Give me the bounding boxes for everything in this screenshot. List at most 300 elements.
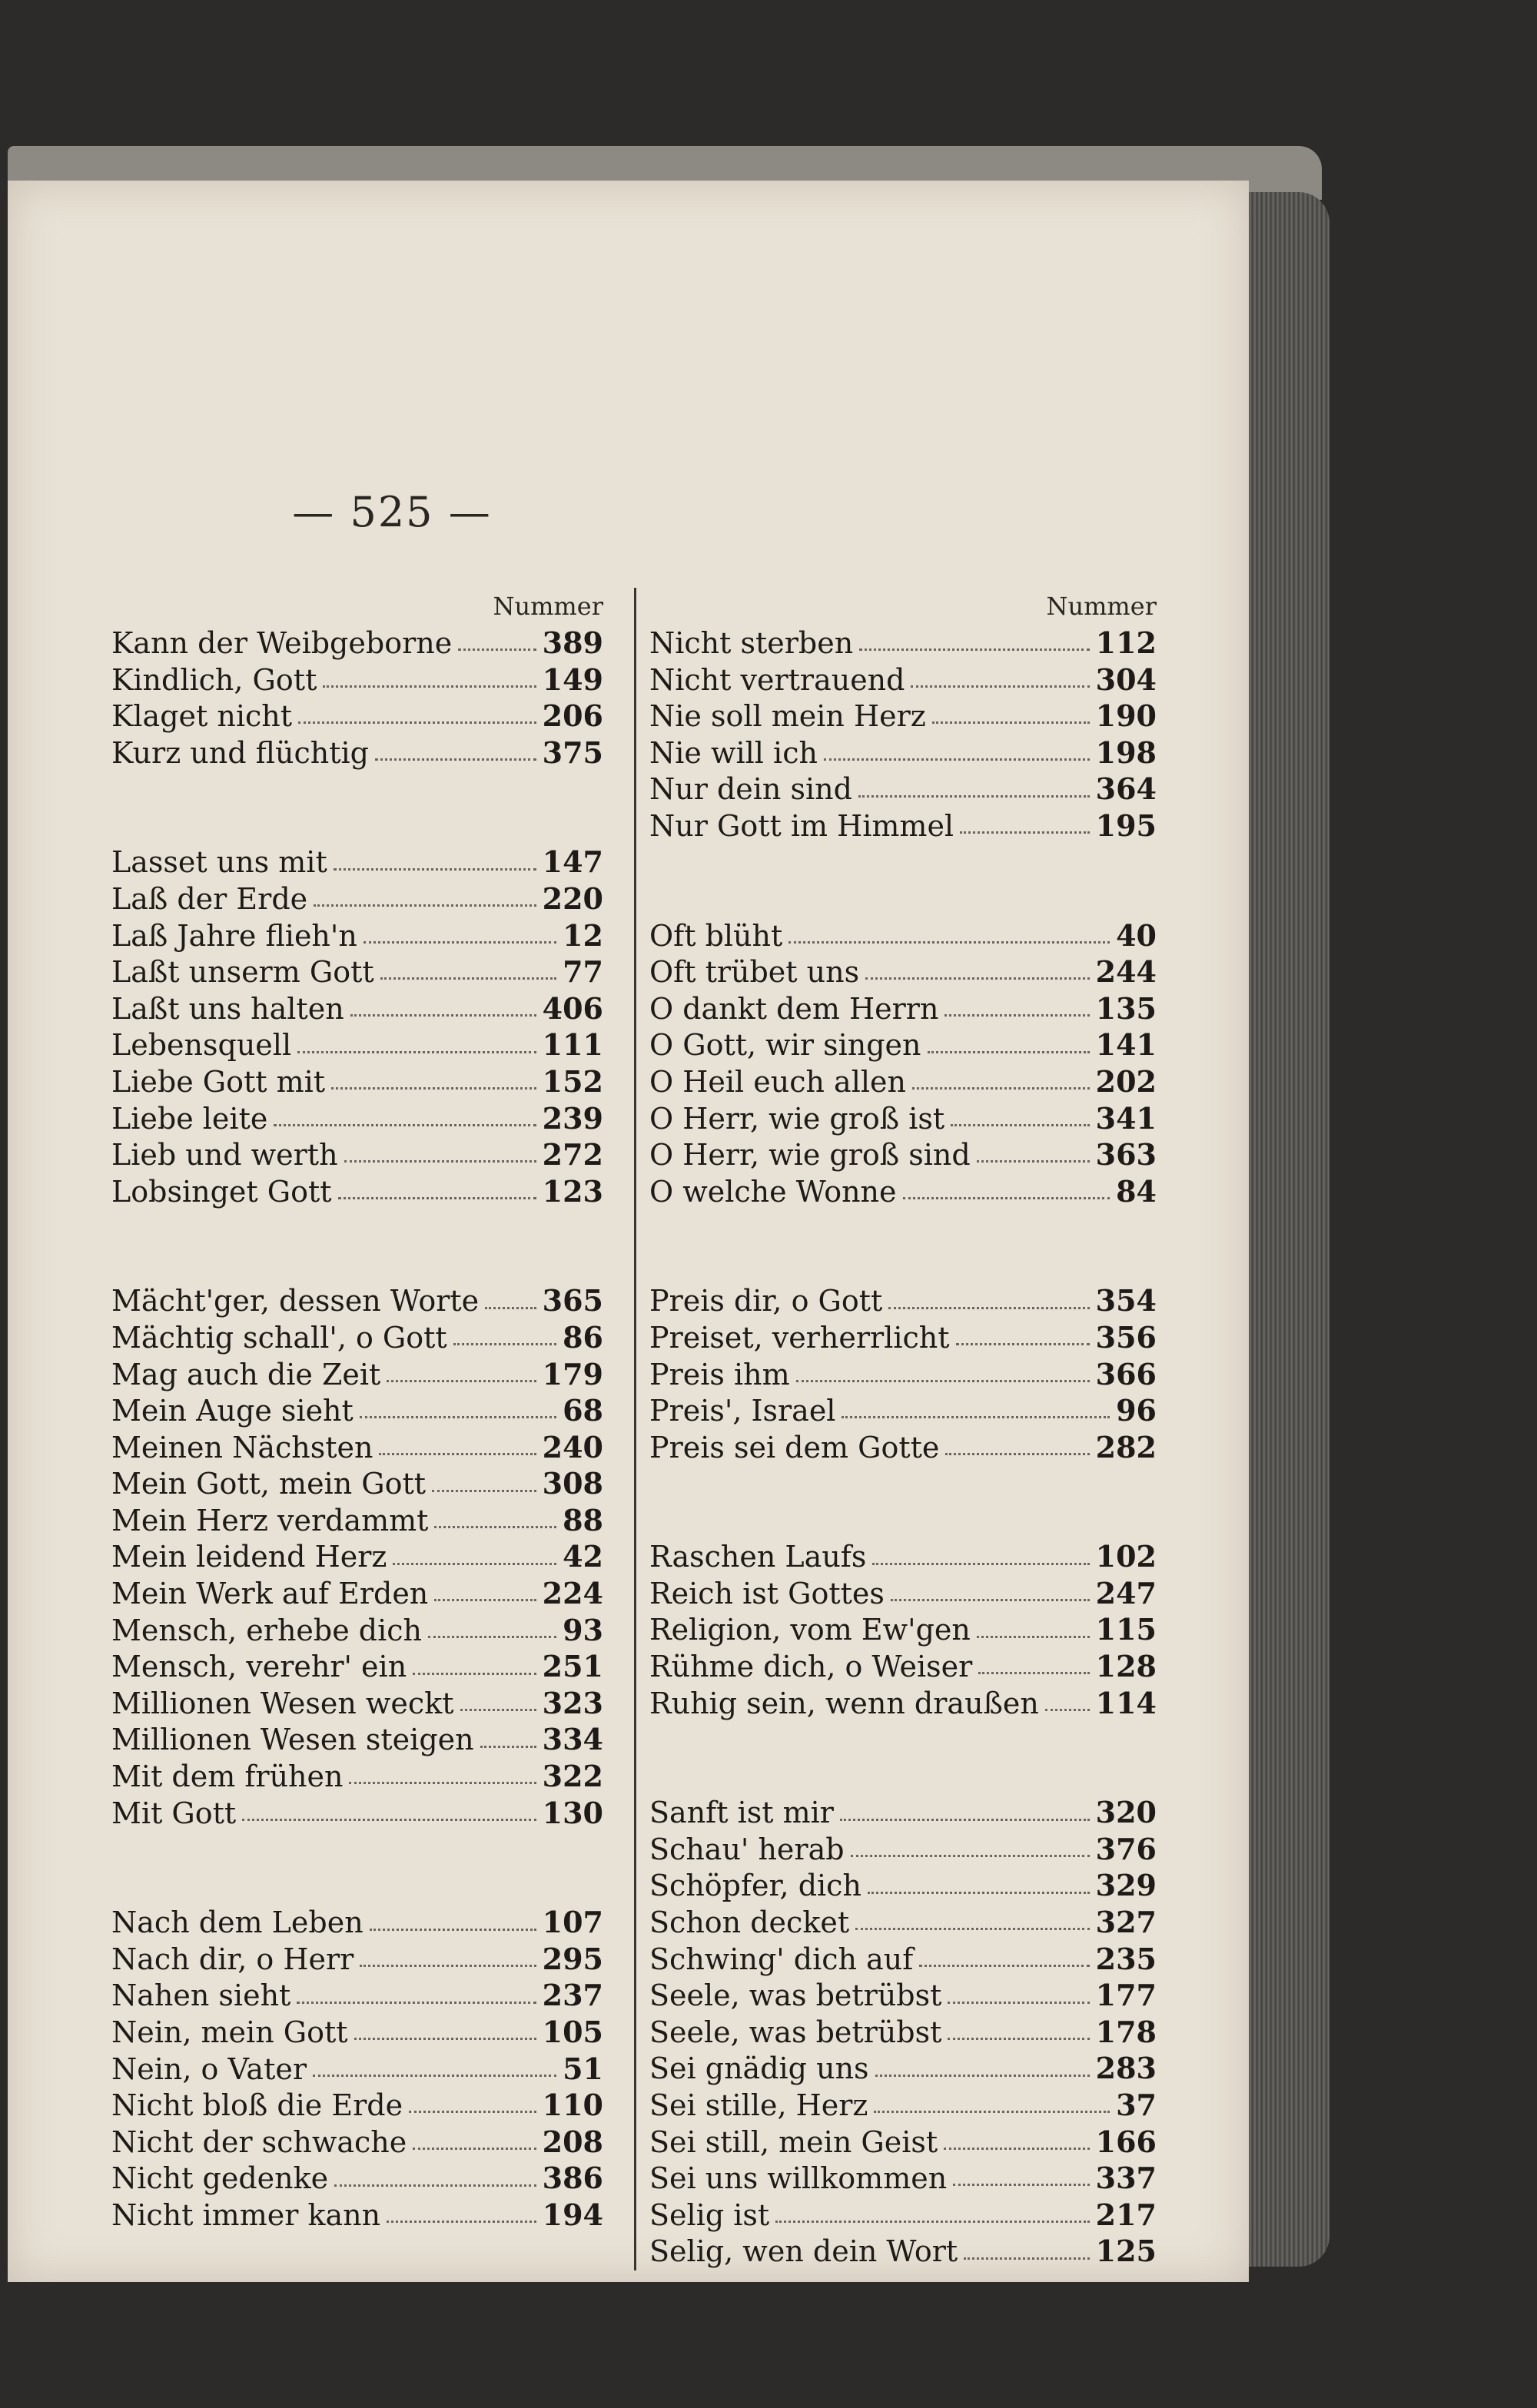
index-entry	[111, 1538, 603, 1575]
index-group	[649, 1538, 1157, 1721]
leader-dots	[978, 1672, 1089, 1674]
entry-number: 147	[542, 844, 603, 880]
entry-number: 375	[542, 735, 603, 770]
leader-dots	[360, 1965, 536, 1967]
leader-dots	[360, 1416, 556, 1418]
leader-dots	[485, 1307, 536, 1309]
entry-number: 125	[1095, 2234, 1157, 2269]
entry-title: Nach dem Leben	[111, 1906, 364, 1940]
index-entry	[111, 1795, 603, 1832]
entry-title: Nein, o Vater	[111, 2051, 307, 2086]
leader-dots	[460, 1709, 536, 1711]
entry-title: Nicht sterben	[649, 626, 854, 660]
entry-title: Kindlich, Gott	[111, 662, 317, 697]
entry-title: Laßt uns halten	[111, 991, 344, 1026]
entry-number: 366	[1095, 1356, 1157, 1391]
entry-title: Oft blüht	[649, 918, 783, 953]
entry-number: 282	[1095, 1429, 1157, 1464]
entry-title: O Herr, wie groß sind	[649, 1138, 971, 1172]
index-column-right	[649, 588, 1157, 2343]
entry-title: Preis', Israel	[649, 1394, 836, 1428]
leader-dots	[453, 1343, 556, 1345]
index-entry	[111, 1612, 603, 1649]
entry-number: 406	[542, 990, 603, 1026]
entry-title: Mächt'ger, dessen Worte	[111, 1284, 480, 1318]
leader-dots	[297, 1051, 536, 1053]
index-entry	[111, 917, 603, 954]
index-entry	[111, 1904, 603, 1941]
index-entry	[649, 2124, 1157, 2161]
leader-dots	[480, 1746, 536, 1748]
index-groups	[649, 625, 1157, 2270]
column-divider	[634, 588, 636, 2270]
index-entry	[649, 2087, 1157, 2124]
entry-title: Nein, mein Gott	[111, 2015, 348, 2049]
entry-number: 141	[1095, 1027, 1157, 1063]
entry-title: Seele, was betrübst	[649, 2015, 942, 2049]
index-entry	[649, 1538, 1157, 1575]
index-entry	[649, 1282, 1157, 1319]
leader-dots	[840, 1819, 1090, 1821]
entry-number: 364	[1095, 771, 1157, 807]
entry-title: O Heil euch allen	[649, 1064, 906, 1099]
entry-title: Nie will ich	[649, 735, 818, 770]
index-entry	[649, 1867, 1157, 1904]
index-entry	[111, 662, 603, 698]
index-entry	[649, 990, 1157, 1027]
entry-title: Millionen Wesen weckt	[111, 1686, 454, 1720]
index-entry	[649, 1136, 1157, 1173]
leader-dots	[824, 758, 1090, 761]
entry-number: 337	[1095, 2161, 1157, 2196]
index-group	[649, 625, 1157, 844]
entry-title: Lebensquell	[111, 1028, 292, 1063]
index-entry	[111, 1721, 603, 1758]
entry-number: 115	[1095, 1612, 1157, 1647]
entry-number: 195	[1095, 808, 1157, 843]
index-entry	[649, 1392, 1157, 1429]
leader-dots	[851, 1855, 1090, 1857]
index-entry	[649, 808, 1157, 844]
index-entry	[649, 1575, 1157, 1612]
entry-title: Lieb und werth	[111, 1138, 338, 1172]
entry-title: Mensch, erhebe dich	[111, 1613, 423, 1647]
leader-dots	[380, 977, 556, 980]
entry-title: Ruhig sein, wenn draußen	[649, 1686, 1039, 1720]
entry-title: Preis ihm	[649, 1357, 790, 1391]
entry-number: 149	[542, 662, 603, 697]
index-entry	[111, 1758, 603, 1795]
entry-number: 224	[542, 1576, 603, 1611]
index-entry	[111, 625, 603, 662]
entry-title: Sei stille, Herz	[649, 2088, 868, 2122]
column-header: Nummer	[1046, 592, 1157, 621]
entry-title: Liebe leite	[111, 1101, 268, 1136]
leader-dots	[387, 2221, 536, 2223]
entry-title: Mein leidend Herz	[111, 1540, 387, 1574]
entry-number: 363	[1095, 1137, 1157, 1172]
index-entry	[111, 1356, 603, 1393]
leader-dots	[872, 1563, 1089, 1565]
leader-dots	[865, 977, 1090, 980]
entry-title: Nicht vertrauend	[649, 662, 905, 697]
leader-dots	[788, 941, 1110, 944]
entry-number: 84	[1116, 1173, 1157, 1209]
leader-dots	[948, 2002, 1089, 2004]
leader-dots	[349, 1782, 536, 1784]
entry-title: Mächtig schall', o Gott	[111, 1320, 447, 1355]
entry-number: 40	[1116, 917, 1157, 953]
entry-title: Nur Gott im Himmel	[649, 808, 954, 843]
index-entry	[111, 2051, 603, 2088]
index-entry	[649, 1648, 1157, 1685]
entry-title: Laß der Erde	[111, 881, 308, 916]
index-entry	[111, 881, 603, 917]
entry-title: Mein Herz verdammt	[111, 1503, 429, 1537]
entry-number: 123	[542, 1173, 603, 1209]
entry-title: Schau' herab	[649, 1832, 845, 1866]
leader-dots	[919, 1965, 1089, 1967]
entry-title: Klaget nicht	[111, 699, 293, 734]
index-entry	[111, 1465, 603, 1502]
entry-number: 12	[563, 917, 603, 953]
index-entry	[649, 2050, 1157, 2087]
entry-title: Schwing' dich auf	[649, 1942, 914, 1976]
index-entry	[111, 1575, 603, 1612]
entry-title: Lobsinget Gott	[111, 1174, 332, 1209]
leader-dots	[932, 721, 1090, 724]
leader-dots	[314, 904, 536, 907]
leader-dots	[387, 1380, 536, 1382]
leader-dots	[370, 1929, 536, 1931]
index-entry	[649, 1977, 1157, 2014]
entry-number: 356	[1095, 1319, 1157, 1355]
index-entry	[649, 1027, 1157, 1063]
entry-number: 77	[563, 954, 603, 990]
entry-number: 202	[1095, 1063, 1157, 1099]
entry-title: Mag auch die Zeit	[111, 1357, 381, 1391]
index-entry	[111, 1319, 603, 1356]
leader-dots	[375, 758, 536, 761]
index-group	[111, 1282, 603, 1831]
leader-dots	[413, 2148, 536, 2150]
index-entry	[111, 1173, 603, 1210]
column-header: Nummer	[493, 592, 603, 621]
entry-number: 68	[563, 1393, 603, 1428]
entry-title: Preis dir, o Gott	[649, 1284, 883, 1318]
leader-dots	[413, 1673, 536, 1675]
entry-title: O Gott, wir singen	[649, 1028, 921, 1063]
index-entry	[649, 625, 1157, 662]
entry-number: 308	[542, 1466, 603, 1501]
entry-title: Sei gnädig uns	[649, 2051, 869, 2086]
entry-number: 334	[542, 1722, 603, 1757]
entry-title: Schon decket	[649, 1906, 850, 1940]
index-entry	[649, 1429, 1157, 1466]
index-entry	[649, 2197, 1157, 2234]
entry-title: Nicht bloß die Erde	[111, 2088, 403, 2123]
index-entry	[649, 2233, 1157, 2270]
entry-number: 341	[1095, 1100, 1157, 1136]
leader-dots	[868, 1892, 1090, 1894]
entry-number: 323	[542, 1685, 603, 1720]
leader-dots	[911, 685, 1089, 688]
leader-dots	[409, 2111, 536, 2113]
entry-title: Nicht gedenke	[111, 2161, 329, 2196]
leader-dots	[951, 1124, 1089, 1126]
leader-dots	[945, 1453, 1089, 1455]
index-entry	[111, 1648, 603, 1685]
index-entry	[649, 1173, 1157, 1210]
entry-title: O welche Wonne	[649, 1174, 897, 1209]
entry-number: 112	[1095, 625, 1157, 660]
entry-title: Meinen Nächsten	[111, 1430, 373, 1464]
entry-number: 107	[542, 1905, 603, 1940]
leader-dots	[948, 2038, 1089, 2040]
entry-number: 389	[542, 625, 603, 660]
entry-number: 220	[542, 881, 603, 916]
leader-dots	[434, 1599, 536, 1601]
leader-dots	[796, 1380, 1090, 1382]
entry-number: 177	[1095, 1978, 1157, 2013]
entry-number: 111	[542, 1027, 603, 1063]
index-entry	[649, 1611, 1157, 1648]
index-entry	[111, 1941, 603, 1978]
entry-number: 178	[1095, 2014, 1157, 2049]
entry-number: 365	[542, 1283, 603, 1318]
leader-dots	[313, 2075, 556, 2077]
leader-dots	[432, 1490, 536, 1492]
entry-number: 96	[1116, 1393, 1157, 1428]
leader-dots	[874, 2111, 1110, 2113]
entry-title: Laß Jahre flieh'n	[111, 918, 357, 953]
entry-number: 283	[1095, 2051, 1157, 2086]
index-entry	[649, 1904, 1157, 1941]
index-entry	[649, 1356, 1157, 1393]
entry-number: 194	[542, 2197, 603, 2232]
entry-number: 110	[542, 2088, 603, 2123]
entry-number: 247	[1095, 1575, 1157, 1610]
entry-number: 304	[1095, 662, 1157, 697]
entry-number: 322	[542, 1759, 603, 1794]
entry-title: Nie soll mein Herz	[649, 699, 926, 734]
entry-number: 135	[1095, 990, 1157, 1026]
entry-title: Oft trübet uns	[649, 955, 860, 990]
index-entry	[649, 771, 1157, 808]
leader-dots	[859, 648, 1089, 651]
entry-number: 206	[542, 698, 603, 734]
page-number: — 525 —	[292, 488, 492, 536]
index-entry	[649, 1941, 1157, 1978]
entry-title: Schöpfer, dich	[649, 1869, 861, 1903]
entry-title: Kann der Weibgeborne	[111, 626, 453, 660]
index-entry	[649, 2160, 1157, 2197]
leader-dots	[331, 1087, 536, 1090]
leader-dots	[912, 1087, 1090, 1090]
entry-number: 128	[1095, 1649, 1157, 1684]
entry-title: Preis sei dem Gotte	[649, 1430, 940, 1464]
entry-title: Selig, wen dein Wort	[649, 2234, 958, 2269]
leader-dots	[334, 2184, 536, 2187]
leader-dots	[323, 685, 536, 688]
entry-title: Nicht der schwache	[111, 2124, 407, 2159]
entry-number: 240	[542, 1429, 603, 1464]
index-group	[111, 1904, 603, 2233]
leader-dots	[888, 1307, 1089, 1309]
leader-dots	[953, 2184, 1089, 2186]
entry-title: Lasset uns mit	[111, 845, 327, 880]
entry-number: 42	[563, 1539, 603, 1574]
entry-title: Rühme dich, o Weiser	[649, 1650, 973, 1684]
entry-number: 88	[563, 1502, 603, 1537]
index-entry	[111, 2160, 603, 2197]
entry-number: 327	[1095, 1905, 1157, 1940]
entry-title: Raschen Laufs	[649, 1540, 867, 1574]
leader-dots	[379, 1453, 536, 1455]
entry-title: Mit Gott	[111, 1796, 237, 1830]
entry-number: 376	[1095, 1831, 1157, 1866]
leader-dots	[338, 1197, 536, 1199]
leader-dots	[944, 1014, 1089, 1017]
leader-dots	[350, 1014, 536, 1017]
entry-number: 272	[542, 1137, 603, 1172]
leader-dots	[458, 648, 536, 651]
entry-title: O Herr, wie groß ist	[649, 1101, 945, 1136]
leader-dots	[855, 1928, 1090, 1930]
index-group	[649, 1794, 1157, 2270]
index-entry	[649, 1100, 1157, 1137]
entry-number: 354	[1095, 1283, 1157, 1318]
index-entry	[111, 1392, 603, 1429]
leader-dots	[903, 1197, 1110, 1199]
entry-title: Selig ist	[649, 2197, 770, 2232]
index-entry	[111, 844, 603, 881]
index-entry	[111, 990, 603, 1027]
entry-number: 320	[1095, 1795, 1157, 1830]
index-group	[649, 917, 1157, 1210]
index-entry	[111, 2087, 603, 2124]
entry-number: 86	[563, 1319, 603, 1355]
entry-title: Mensch, verehr' ein	[111, 1650, 407, 1684]
leader-dots	[297, 2002, 536, 2004]
index-entry	[111, 2197, 603, 2234]
index-entry	[111, 735, 603, 771]
index-group	[111, 625, 603, 771]
entry-number: 251	[542, 1649, 603, 1684]
index-entry	[649, 698, 1157, 735]
index-entry	[111, 1977, 603, 2014]
entry-number: 114	[1095, 1685, 1157, 1720]
leader-dots	[344, 1160, 536, 1163]
entry-title: Religion, vom Ew'gen	[649, 1613, 971, 1647]
leader-dots	[964, 2257, 1089, 2260]
leader-dots	[242, 1819, 536, 1821]
index-entry	[649, 1063, 1157, 1100]
leader-dots	[393, 1563, 556, 1565]
entry-number: 208	[542, 2124, 603, 2159]
index-entry	[111, 1100, 603, 1137]
entry-title: Sanft ist mir	[649, 1796, 834, 1830]
index-entry	[111, 2124, 603, 2161]
index-entry	[111, 1027, 603, 1063]
entry-number: 190	[1095, 698, 1157, 734]
entry-title: Millionen Wesen steigen	[111, 1723, 474, 1757]
leader-dots	[274, 1124, 536, 1126]
entry-title: Sei still, mein Geist	[649, 2124, 938, 2159]
index-entry	[111, 698, 603, 735]
entry-title: Mein Auge sieht	[111, 1394, 354, 1428]
index-entry	[111, 1502, 603, 1539]
index-entry	[111, 1063, 603, 1100]
index-entry	[649, 1794, 1157, 1831]
entry-title: Nach dir, o Herr	[111, 1942, 354, 1976]
entry-number: 329	[1095, 1868, 1157, 1903]
index-entry	[649, 1685, 1157, 1722]
entry-number: 93	[563, 1612, 603, 1647]
entry-number: 152	[542, 1063, 603, 1099]
entry-title: Kurz und flüchtig	[111, 735, 369, 770]
entry-title: Nahen sieht	[111, 1978, 291, 2013]
index-entry	[111, 1136, 603, 1173]
index-entry	[649, 917, 1157, 954]
leader-dots	[875, 2075, 1090, 2077]
entry-number: 237	[542, 1978, 603, 2013]
entry-number: 244	[1095, 954, 1157, 990]
entry-number: 105	[542, 2015, 603, 2049]
index-entry	[649, 1319, 1157, 1356]
entry-title: Liebe Gott mit	[111, 1064, 326, 1099]
leader-dots	[977, 1636, 1090, 1638]
entry-number: 386	[542, 2161, 603, 2196]
leader-dots	[977, 1160, 1090, 1163]
leader-dots	[960, 831, 1090, 834]
index-entry	[111, 954, 603, 990]
entry-title: Mein Werk auf Erden	[111, 1577, 429, 1611]
leader-dots	[298, 721, 536, 724]
entry-number: 179	[542, 1356, 603, 1391]
leader-dots	[928, 1051, 1090, 1053]
entry-number: 198	[1095, 735, 1157, 770]
entry-number: 130	[542, 1795, 603, 1830]
index-entry	[111, 1282, 603, 1319]
leader-dots	[891, 1599, 1090, 1601]
index-entry	[649, 2014, 1157, 2051]
index-column-left	[111, 588, 603, 2307]
entry-title: Laßt unserm Gott	[111, 955, 374, 990]
index-group	[649, 1282, 1157, 1465]
index-entry	[111, 1685, 603, 1722]
entry-number: 295	[542, 1941, 603, 1976]
entry-number: 166	[1095, 2124, 1157, 2159]
index-entry	[111, 1429, 603, 1466]
entry-title: Reich ist Gottes	[649, 1576, 885, 1610]
entry-title: O dankt dem Herrn	[649, 991, 939, 1026]
leader-dots	[842, 1416, 1110, 1418]
leader-dots	[364, 941, 556, 944]
leader-dots	[354, 2038, 536, 2040]
index-entry	[649, 954, 1157, 990]
entry-number: 217	[1095, 2197, 1157, 2232]
book-page	[8, 181, 1249, 2282]
entry-number: 235	[1095, 1941, 1157, 1976]
leader-dots	[434, 1526, 556, 1528]
entry-title: Sei uns willkommen	[649, 2161, 948, 2196]
index-entry	[649, 735, 1157, 771]
index-group	[111, 844, 603, 1209]
entry-title: Nicht immer kann	[111, 2197, 381, 2232]
entry-number: 37	[1116, 2088, 1157, 2122]
entry-title: Seele, was betrübst	[649, 1978, 942, 2013]
